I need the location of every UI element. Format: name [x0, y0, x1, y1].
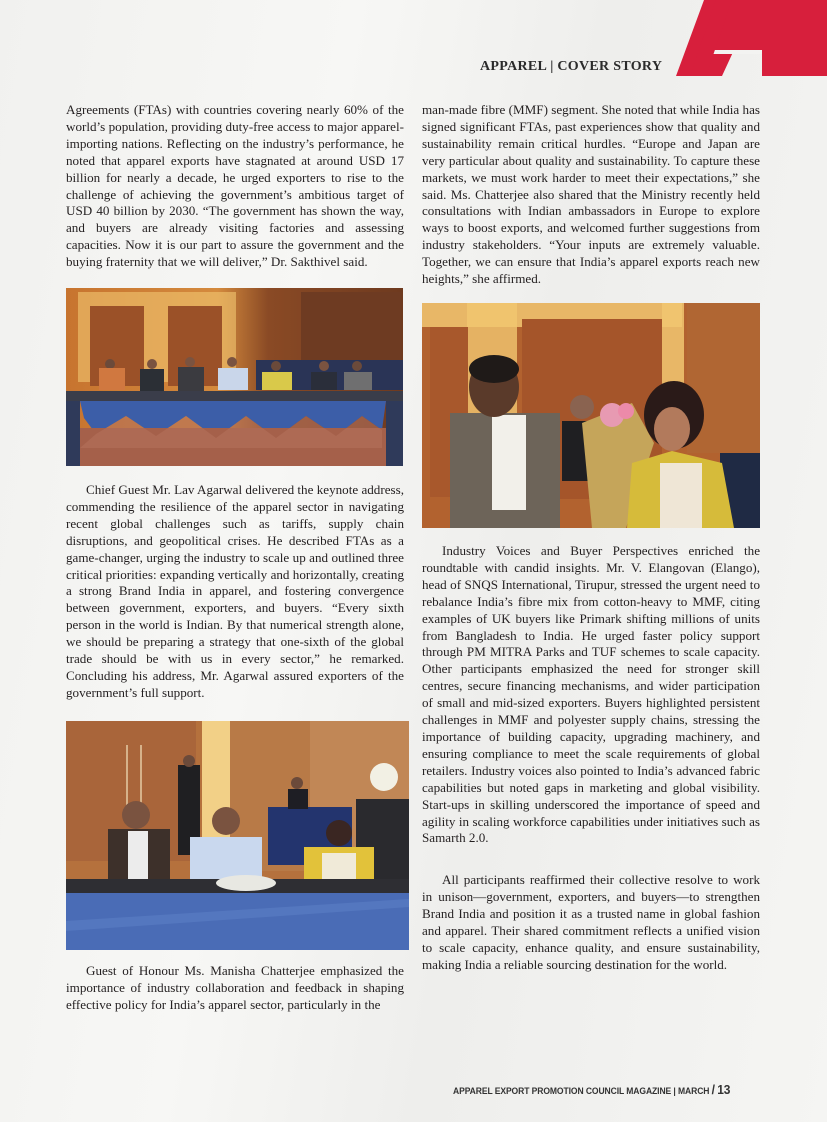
photo-roundtable-panel-close [66, 721, 409, 950]
article-paragraph: man-made fibre (MMF) segment. She noted that while India has signed significant FTAs, past experiences show that quality and sustainability remain critical hurdles. “Europe and Japan are very particular about quality and sustainability. To capture these markets, we must work harder to meet their expectations,” she said. Ms. Chatterjee also shared that the Ministry recently held consultations with Indian ambassadors in Europe to explore ways to boost exports, and welcomed further suggestions from industry stakeholders. “Your inputs are extremely valuable. Together, we can ensure that India’s apparel exports reach new heights,” she affirmed. [422, 102, 760, 287]
left-column-guest-of-honour [66, 963, 404, 1014]
magazine-logo-a-icon [676, 0, 827, 76]
article-paragraph: Industry Voices and Buyer Perspectives enriched the roundtable with candid insights. Mr. V. Elangovan (Elango), head of SNQS International, Tirupur, stressed the urgent need to rebalance India’s fibre mix from cotton-heavy to MMF, citing examples of UK buyers like Primark shifting millions of units from Bangladesh to India. He urged faster policy support through PM MITRA Parks and TUF schemes to scale capacity. Other participants emphasized the need for stronger skill centres, secure financing mechanisms, and wider participation of small and mid-sized exporters. Buyers highlighted persistent challenges in MMF and polyester supply chains, stressing the importance of building capacity, upgrading machinery, and ensuring compliance to meet the scale requirements of global retailers. Industry voices also pointed to India’s advanced fabric capabilities but noted gaps in marketing and global visibility. Start-ups in skilling underscored the importance of speed and agility in scaling workforce capabilities under initiatives such as Samarth 2.0. [422, 543, 760, 846]
left-column-intro [66, 102, 404, 271]
article-paragraph: Chief Guest Mr. Lav Agarwal delivered the keynote address, commending the resilience of the apparel sector in navigating recent global challenges such as tariffs, supply chain disruptions, and geopolitical crises. He described FTAs as a game-changer, urging the industry to scale up and outlined three critical priorities: expanding vertically and horizontally, creating a strong Brand India in apparel, and fostering convergence between government, exporters, and buyers. “Every sixth person in the world is Indian. By that numerical strength alone, we should be preparing a strategy that one-sixth of the global trade should be with us in every sector,” he remarked. Concluding his address, Mr. Agarwal assured exporters of the government’s full support. [66, 482, 404, 700]
photo-roundtable-panel-wide [66, 288, 403, 466]
article-paragraph: Agreements (FTAs) with countries covering nearly 60% of the world’s population, providing duty-free access to major apparel-importing nations. Reflecting on the industry’s performance, he noted that apparel exports have stagnated at around USD 17 billion for nearly a decade, he urged exporters to rise to the challenge of achieving the government’s ambitious target of USD 40 billion by 2030. “The government has shown the way, and buyers are already visiting factories and assessing capacities. Now it is our part to assure the government and the buying fraternity that we will deliver,” Dr. Sakthivel said. [66, 102, 404, 270]
left-column-keynote [66, 482, 404, 702]
page-footer [453, 1082, 730, 1097]
publication-name: APPAREL EXPORT PROMOTION COUNCIL MAGAZINE | MARCH [453, 1086, 710, 1096]
page-number: 13 [717, 1082, 731, 1097]
footer-separator: / [711, 1082, 715, 1097]
section-label: APPAREL | COVER STORY [480, 59, 663, 74]
article-paragraph: Guest of Honour Ms. Manisha Chatterjee emphasized the importance of industry collaboration and feedback in shaping effective policy for India’s apparel sector, particularly in the [66, 963, 404, 1012]
article-paragraph: All participants reaffirmed their collective resolve to work in unison—government, exporters, and buyers—to strengthen Brand India and position it as a trusted name in global fashion and apparel. Their shared commitment reflects a unified vision to scale capacity, enhance quality, and ensure sustainability, making India a reliable sourcing destination for the world. [422, 872, 760, 972]
right-column-mmf [422, 102, 760, 288]
right-column-conclusion [422, 872, 760, 973]
right-column-industry-voices [422, 543, 760, 847]
photo-bouquet-presentation [422, 303, 760, 528]
